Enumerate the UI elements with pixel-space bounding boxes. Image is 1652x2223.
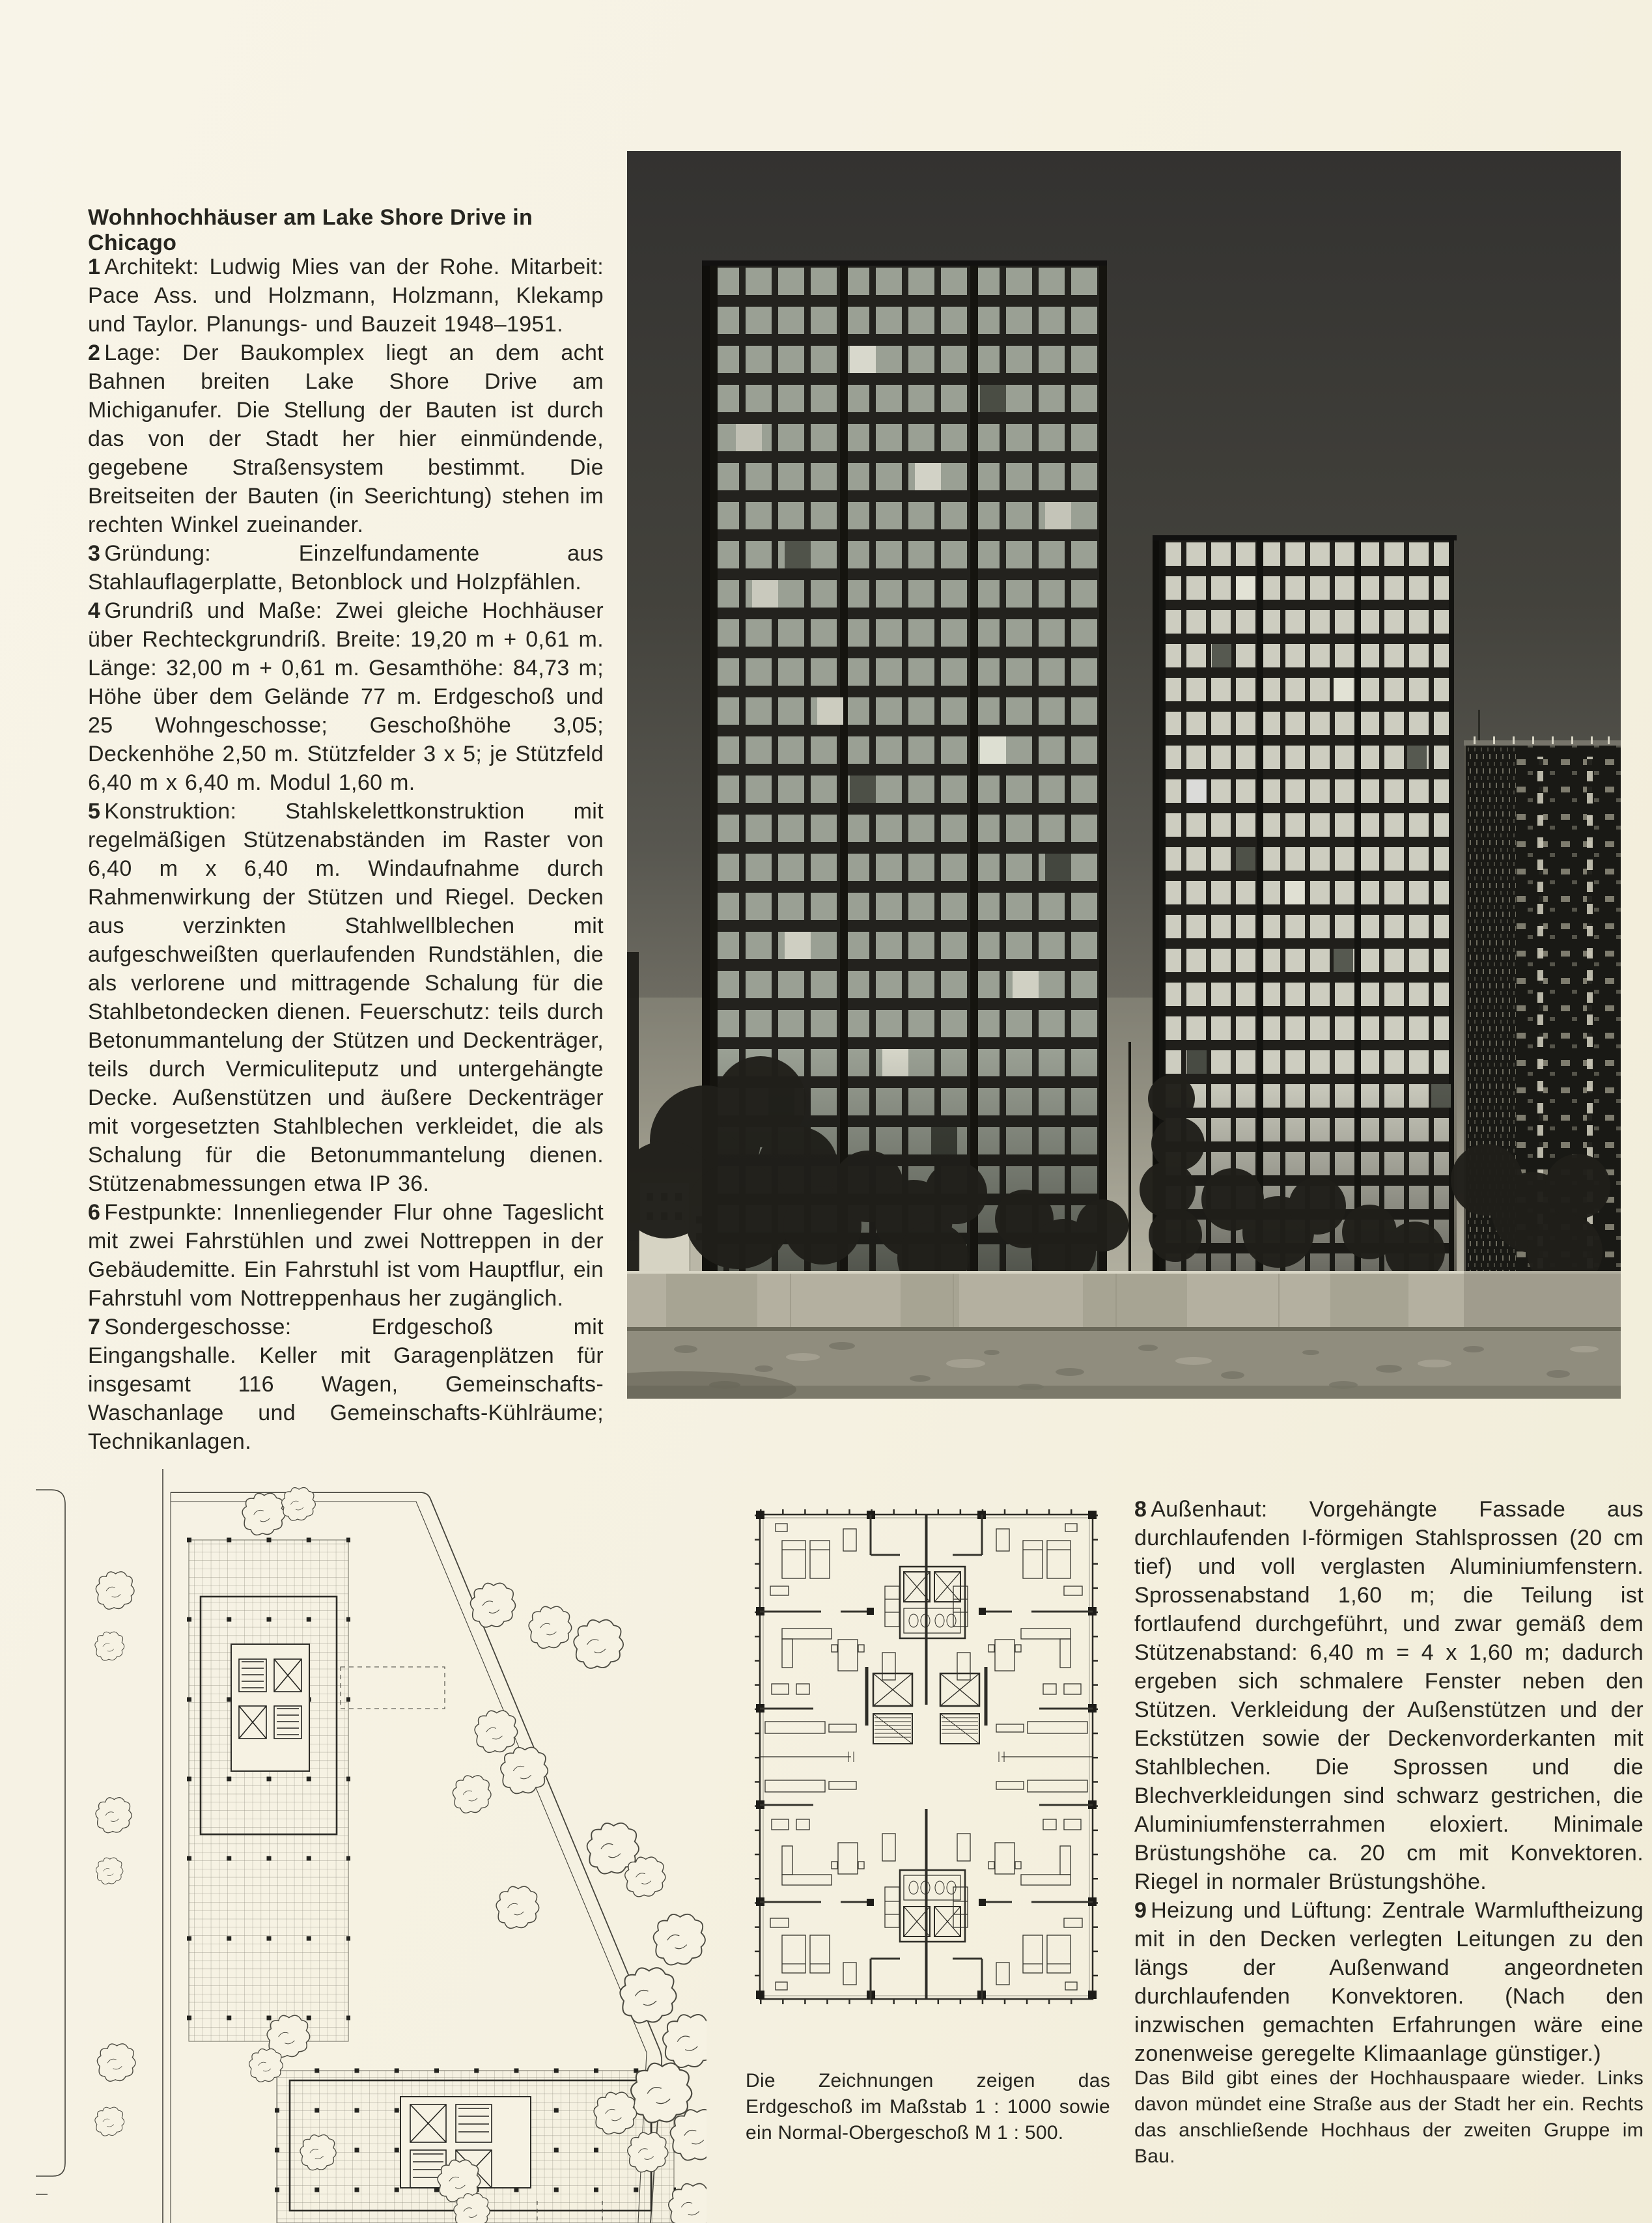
section-number: 2 xyxy=(88,341,101,365)
section-number: 4 xyxy=(88,598,101,623)
section-text: Außenhaut: Vorgehängte Fassade aus durchlaufenden I-förmigen Stahlsprossen (20 cm tief) und voll verglasten Aluminiumfenstern. Sprossenabstand 1,60 m; die Teilung ist fortlaufend durchgeführt, und zwar gemäß dem Stützenabstand: 6,40 m = 4 x 1,60 m; dadurch ergeben sich schmalere Fenster neben den Stützen. Verkleidung der Außenstützen und der Eckstützen sowie der Deckenvorderkanten mit Stahlblechen. Die Sprossen und die Blechverkleidungen sind schwarz gestrichen, die Aluminiumfensterrahmen eloxiert. Minimale Brüstungshöhe ca. 20 cm mit Konvektoren. Riegel in normaler Brüstungshöhe. xyxy=(1134,1497,1644,1894)
photo-caption: Das Bild gibt eines der Hochhauspaare wieder. Links davon mündet eine Straße aus der Stadt her ein. Rechts das anschließende Hochhaus der zweiten Gruppe im Bau. xyxy=(1134,2067,1644,2167)
upper-core xyxy=(900,1567,965,1638)
site-plan-canvas xyxy=(36,1452,707,2223)
section-number: 5 xyxy=(88,799,101,824)
article-section xyxy=(88,1198,604,1313)
article-section xyxy=(88,539,604,596)
section-text: Lage: Der Baukomplex liegt an dem acht Bahnen breiten Lake Shore Drive am Michiganufer. Die Stellung der Bauten ist durch das von der Stadt her hier einmündende, gegebene Straßensystem bestimmt. Die Breitseiten der Bauten (in Seerichtung) stehen im rechten Winkel zueinander. xyxy=(88,341,604,537)
center-spine xyxy=(760,1515,1093,1999)
section-number: 7 xyxy=(88,1315,101,1339)
article-section xyxy=(88,797,604,1198)
floor-plan-canvas xyxy=(746,1490,1107,2019)
article-section xyxy=(88,253,604,339)
lower-core xyxy=(900,1870,965,1942)
towers-photograph xyxy=(627,151,1621,1399)
lamppost xyxy=(1128,1042,1131,1271)
section-text: Festpunkte: Innenliegender Flur ohne Tageslicht mit zwei Fahrstühlen und zwei Nottreppen in der Gebäudemitte. Ein Fahrstuhl ist vom Hauptflur, ein Fahrstuhl vom Nottreppenhaus her zugänglich. xyxy=(88,1200,604,1311)
plans-caption: Die Zeichnungen zeigen das Erdgeschoß im Maßstab 1 : 1000 sowie ein Normal-Obergeschoß M 1 : 500. xyxy=(746,2070,1110,2144)
spec-section xyxy=(1134,1495,1644,1896)
floor-plan-drawing xyxy=(746,1490,1107,2019)
section-number: 1 xyxy=(88,255,101,279)
section-text: Grundriß und Maße: Zwei gleiche Hochhäuser über Rechteckgrundriß. Breite: 19,20 m + 0,61 m. Länge: 32,00 m + 0,61 m. Gesamthöhe: 84,73 m; Höhe über dem Gelände 77 m. Erdgeschoß und 25 Wohngeschosse; Geschoßhöhe 3,05; Deckenhöhe 2,50 m. Stützfelder 3 x 5; je Stützfeld 6,40 m x 6,40 m. Modul 1,60 m. xyxy=(88,598,604,795)
section-text: Heizung und Lüftung: Zentrale Warmluftheizung mit in den Decken verlegten Leitungen zu den längs der Außenwand angeordneten durchlaufenden Konvektoren. (Nach den inzwischen gemachten Erfahrungen wäre eine zonenweise geregelte Klimaanlage günstiger.) xyxy=(1134,1898,1644,2066)
section-number: 6 xyxy=(88,1200,101,1225)
article-column xyxy=(88,253,604,1456)
section-text: Sondergeschosse: Erdgeschoß mit Eingangshalle. Keller mit Garagenplätzen für insgesamt 116 Wagen, Gemeinschafts-Waschanlage und Gemeinschafts-Kühlräume; Technikanlagen. xyxy=(88,1315,604,1454)
section-number: 3 xyxy=(88,541,101,566)
page-title: Wohnhochhäuser am Lake Shore Drive in Chicago xyxy=(88,204,533,255)
article-section xyxy=(88,339,604,539)
spec-section xyxy=(1134,1896,1644,2068)
section-text: Konstruktion: Stahlskelettkonstruktion mit regelmäßigen Stützenabständen im Raster von 6,40 m x 6,40 m. Windaufnahme durch Rahmenwirkung der Stützen und Riegel. Decken aus verzinkten Stahlwellblechen mit aufgeschweißten querlaufenden Rundstählen, die als verlorene und mittragende Schalung für die Stahlbetondecken dienen. Feuerschutz: teils durch Betonummantelung der Stützen und Deckenträger, teils durch Vermiculiteputz und untergehängte Decke. Außenstützen und äußere Deckenträger mit vorgesetzten Stahlblechen verkleidet, die als Schalung für die Betonummantelung dienen. Stützenabmessungen etwa IP 36. xyxy=(88,799,604,1196)
photo-canvas xyxy=(627,151,1621,1399)
section-number: 8 xyxy=(1134,1497,1147,1522)
section-number: 9 xyxy=(1134,1898,1147,1923)
upper-building-plaza xyxy=(187,1540,445,2041)
article-section xyxy=(88,596,604,797)
spec-column xyxy=(1134,1495,1644,2068)
foreground-ground xyxy=(627,1331,1621,1399)
article-section xyxy=(88,1313,604,1456)
sea-wall xyxy=(627,1271,1621,1331)
section-text: Gründung: Einzelfundamente aus Stahlauflagerplatte, Betonblock und Holzpfählen. xyxy=(88,541,604,594)
right-tower xyxy=(1153,535,1457,1276)
site-plan-drawing xyxy=(36,1452,707,2223)
section-text: Architekt: Ludwig Mies van der Rohe. Mitarbeit: Pace Ass. und Holzmann, Holzmann, Klekamp und Taylor. Planungs- und Bauzeit 1948–1951. xyxy=(88,255,604,337)
